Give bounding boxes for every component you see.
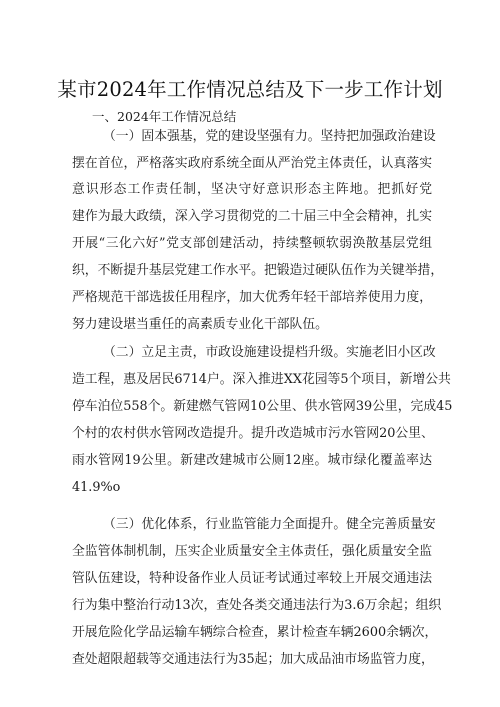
paragraph-line: 开展危险化学品运输车辆综合检查，累计检查车辆2600余辆次， [72, 625, 438, 640]
paragraph-line: 全监管体制机制，压实企业质量安全主体责任，强化质量安全监 [72, 544, 432, 559]
paragraph-line: 建作为最大政绩，深入学习贯彻党的二十届三中全会精神，扎实 [72, 209, 432, 224]
paragraph-line: 摆在首位，严格落实政府系统全面从严治党主体责任，认真落实 [72, 156, 432, 171]
paragraph-line: （一）固本强基，党的建设坚强有力。坚持把加强政治建设 [103, 129, 436, 144]
paragraph-line: 造工程，惠及居民6714户。深入推进XX花园等5个项目，新增公共 [72, 372, 451, 387]
paragraph-line: （三）优化体系，行业监管能力全面提升。健全完善质量安 [103, 517, 436, 532]
section-heading: 一、2024年工作情况总结 [92, 109, 237, 124]
paragraph-line: 努力建设堪当重任的高素质专业化干部队伍。 [72, 317, 328, 332]
paragraph-line: （二）立足主责，市政设施建设提档升级。实施老旧小区改 [103, 345, 436, 360]
paragraph-line: 行为集中整治行动13次，查处各类交通违法行为3.6万余起；组织 [72, 598, 442, 613]
paragraph-line: 停车泊位558个。新建燃气管网10公里、供水管网39公里，完成45 [72, 399, 453, 414]
paragraph-line: 41.9%o [72, 480, 121, 495]
paragraph-line: 织，不断提升基层党建工作水平。把锻造过硬队伍作为关键举措， [72, 263, 444, 278]
paragraph-line: 开展“三化六好”党支部创建活动，持续整顿软弱涣散基层党组 [72, 236, 432, 251]
paragraph-line: 严格规范干部选拔任用程序，加大优秀年轻干部培养使用力度， [72, 290, 432, 305]
paragraph-line: 个村的农村供水管网改造提升。提升改造城市污水管网20公里、 [72, 426, 434, 441]
paragraph-line: 意识形态工作责任制，坚决守好意识形态主阵地。把抓好党 [72, 182, 432, 197]
page-title: 某市2024年工作情况总结及下一步工作计划 [57, 78, 443, 101]
paragraph-line: 查处超限超载等交通违法行为35起；加大成品油市场监管力度， [72, 652, 434, 667]
paragraph-line: 雨水管网19公里。新建改建城市公厕12座。城市绿化覆盖率达 [72, 453, 432, 468]
paragraph-line: 管队伍建设，特种设备作业人员证考试通过率较上开展交通违法 [72, 571, 432, 586]
